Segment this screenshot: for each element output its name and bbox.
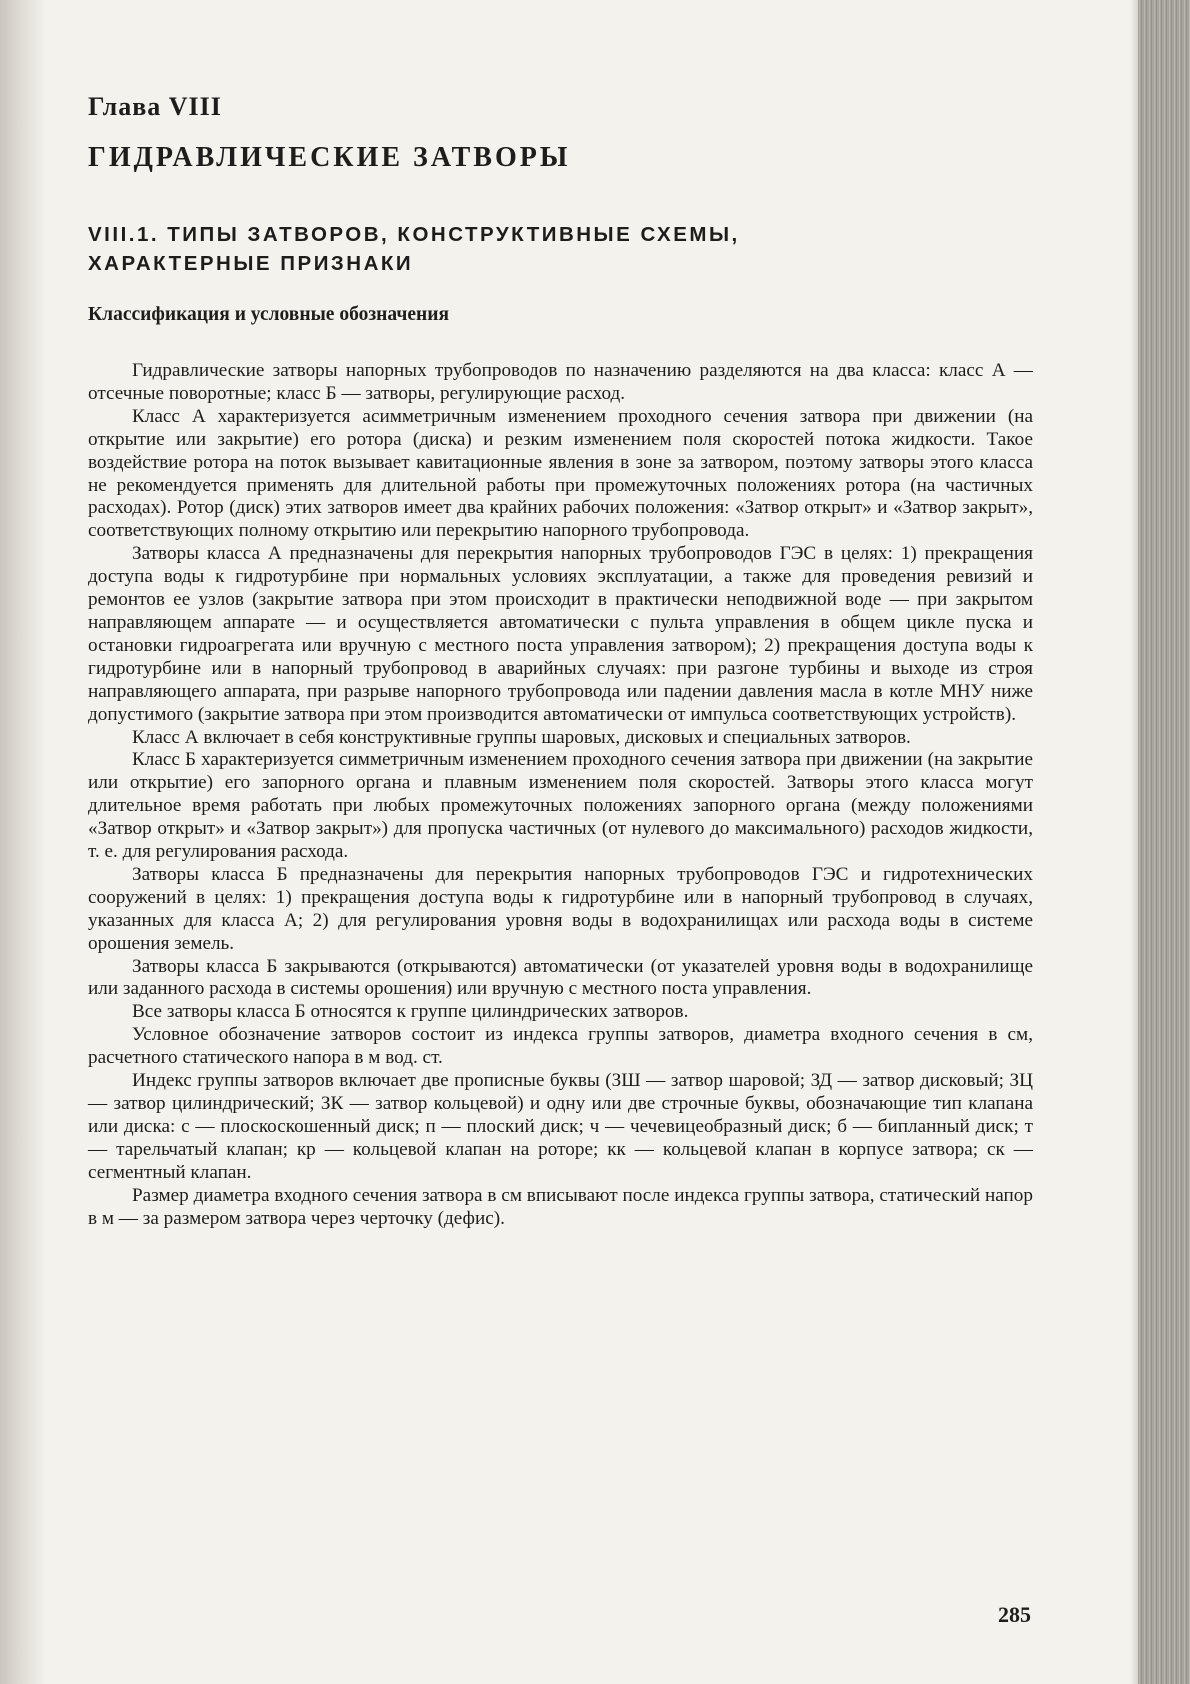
paragraph: Размер диаметра входного сечения затвора в см вписывают после индекса группы затвора, статический напор в м — за размером затвора через черточку (дефис). xyxy=(88,1184,1033,1229)
body-text xyxy=(88,360,1033,1230)
paragraph: Затворы класса Б закрываются (открываются) автоматически (от указателей уровня воды в водохранилище или заданного расхода в системы орошения) или вручную с местного поста управления. xyxy=(88,955,1033,1000)
paragraph: Индекс группы затворов включает две прописные буквы (ЗШ — затвор шаровой; ЗД — затвор дисковый; ЗЦ — затвор цилиндрический; ЗК — затвор кольцевой) и одну или две строчные буквы, обозначающие тип клапана или диска: с — плоскоскошенный диск; п — плоский диск; ч — чечевицеобразный диск; б — бипланный диск; т — тарельчатый клапан; кр — кольцевой клапан на роторе; кк — кольцевой клапан в корпусе затвора; ск — сегментный клапан. xyxy=(88,1070,1033,1183)
paragraph: Гидравлические затворы напорных трубопроводов по назначению разделяются на два класса: класс А — отсечные поворотные; класс Б — затворы, регулирующие расход. xyxy=(88,360,1033,404)
section-subheading: Классификация и условные обозначения xyxy=(88,304,450,325)
paragraph: Затворы класса Б предназначены для перекрытия напорных трубопроводов ГЭС и гидротехнических сооружений в целях: 1) прекращения доступа воды к гидротурбине или в напорный трубопровод в случаях, указанных для класса А; 2) для регулирования уровня воды в водохранилищах или расхода воды в системе орошения земель. xyxy=(88,863,1033,954)
section-title: VIII.1. ТИПЫ ЗАТВОРОВ, КОНСТРУКТИВНЫЕ СХЕМЫ, ХАРАКТЕРНЫЕ ПРИЗНАКИ xyxy=(88,223,740,275)
chapter-label: Глава VIII xyxy=(88,92,222,121)
paragraph: Затворы класса А предназначены для перекрытия напорных трубопроводов ГЭС в целях: 1) прекращения доступа воды к гидротурбине при нормальных условиях эксплуатации, а также для проведения ревизий и ремонтов ее узлов (закрытие затвора при этом происходит в практически неподвижной воде — при закрытом направляющем аппарате — и осуществляется автоматически с пульта управления в общем цикле пуска и остановки гидроагрегата или вручную с местного поста управления затвором); 2) прекращения доступа воды к гидротурбине или в напорный трубопровод в аварийных случаях: при разгоне турбины и выходе из строя направляющего аппарата, при разрыве напорного трубопровода или падении давления масла в котле МНУ ниже допустимого (закрытие затвора при этом производится автоматически от импульса соответствующих устройств). xyxy=(88,543,1033,725)
paragraph: Класс А включает в себя конструктивные группы шаровых, дисковых и специальных затворов. xyxy=(132,726,911,748)
book-page xyxy=(88,92,1033,1652)
scan-shadow-left xyxy=(0,0,46,1684)
paragraph: Условное обозначение затворов состоит из индекса группы затворов, диаметра входного сечения в см, расчетного статического напора в м вод. ст. xyxy=(88,1024,1033,1069)
paragraph: Класс Б характеризуется симметричным изменением проходного сечения затвора при движении (на закрытие или открытие) его запорного органа и плавным изменением поля скоростей. Затворы этого класса могут длительное время работать при любых промежуточных положениях запорного органа (между положениями «Затвор открыт» и «Затвор закрыт») для пропуска частичных (от нулевого до максимального) расходов жидкости, т. е. для регулирования расхода. xyxy=(88,749,1033,863)
scan-binding-right xyxy=(1138,0,1190,1684)
scan-binding-edge xyxy=(1130,0,1138,1684)
paragraph: Все затворы класса Б относятся к группе цилиндрических затворов. xyxy=(132,1001,689,1023)
paragraph: Класс А характеризуется асимметричным изменением проходного сечения затвора при движении (на открытие или закрытие) его ротора (диска) и резким изменением поля скоростей потока жидкости. Такое воздействие ротора на поток вызывает кавитационные явления в зоне за затвором, поэтому затворы этого класса не рекомендуется применять для длительной работы при промежуточных положениях ротора (на частичных расходах). Ротор (диск) этих затворов имеет два крайних рабочих положения: «Затвор открыт» и «Затвор закрыт», соответствующих полному открытию или перекрытию напорного трубопровода. xyxy=(88,405,1033,542)
page-number: 285 xyxy=(998,1602,1031,1627)
chapter-title: ГИДРАВЛИЧЕСКИЕ ЗАТВОРЫ xyxy=(88,142,571,173)
